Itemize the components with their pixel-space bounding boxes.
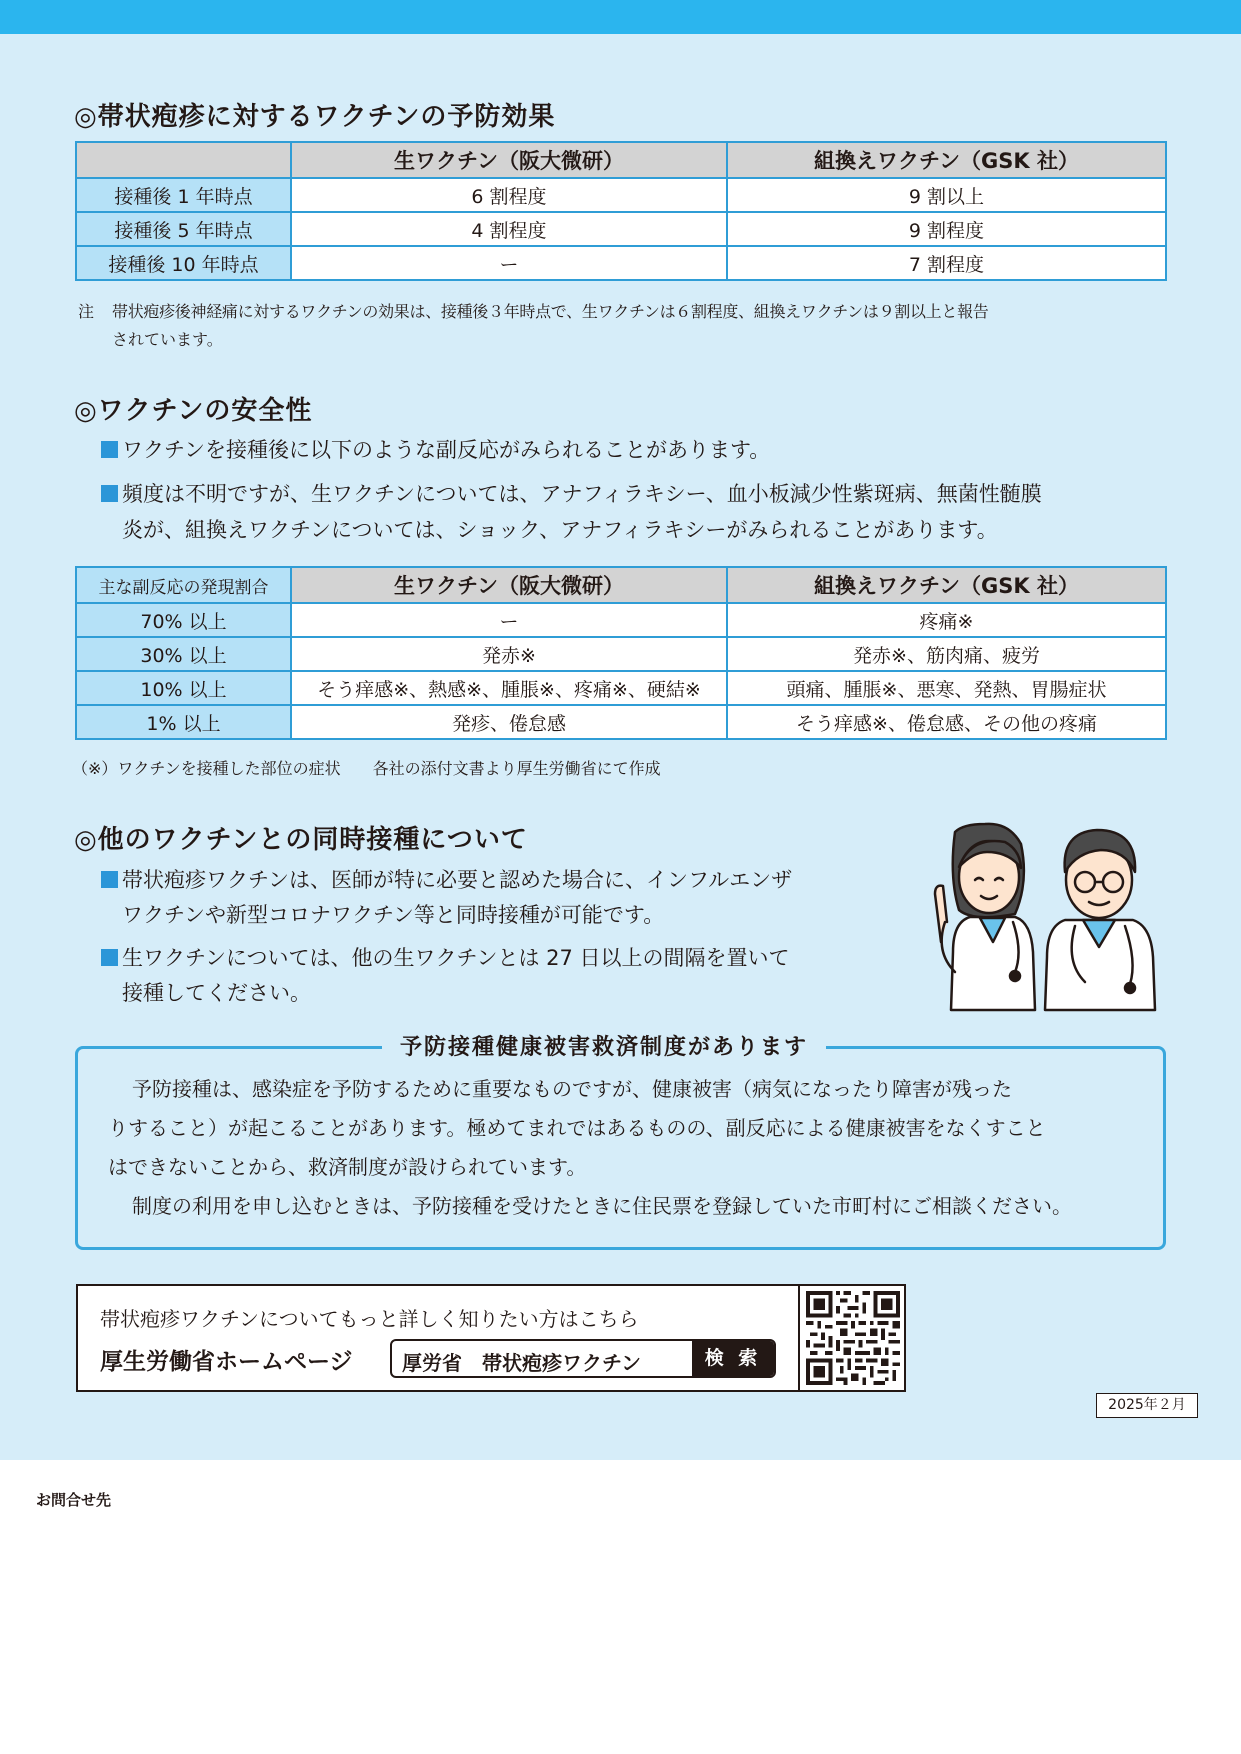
row-label: 10% 以上 (76, 671, 291, 705)
table-cell: 7 割程度 (727, 246, 1166, 280)
efficacy-corner (76, 142, 291, 178)
table-cell: 発赤※ (291, 637, 727, 671)
search-query: 厚労省 帯状疱疹ワクチン (402, 1351, 641, 1375)
simultaneous-bullet-2-text: 生ワクチンについては、他の生ワクチンとは 27 日以上の間隔を置いて (122, 946, 790, 970)
table-row (76, 705, 1166, 739)
table-cell: 発赤※、筋肉痛、疲労 (727, 637, 1166, 671)
efficacy-header-row (76, 142, 1166, 178)
square-bullet-icon (101, 441, 118, 458)
table-row (76, 671, 1166, 705)
efficacy-col-live: 生ワクチン（阪大微研） (291, 142, 727, 178)
row-label: 接種後 1 年時点 (76, 178, 291, 212)
side-effects-corner: 主な副反応の発現割合 (76, 567, 291, 603)
table-cell: 9 割以上 (727, 178, 1166, 212)
qr-code[interactable] (806, 1291, 900, 1385)
simultaneous-bullet-1 (101, 862, 792, 898)
top-color-bar (0, 0, 1241, 34)
table-cell: 頭痛、腫脹※、悪寒、発熱、胃腸症状 (727, 671, 1166, 705)
doctors-illustration (925, 822, 1170, 1012)
table-row (76, 603, 1166, 637)
side-effects-table (75, 566, 1167, 740)
table-cell: 発疹、倦怠感 (291, 705, 727, 739)
side-effects-col-recombinant: 組換えワクチン（GSK 社） (727, 567, 1166, 603)
square-bullet-icon (101, 485, 118, 502)
efficacy-note-line2: されています。 (112, 330, 223, 349)
relief-title: 予防接種健康被害救済制度があります (382, 1030, 826, 1061)
issue-date: 2025年２月 (1096, 1393, 1198, 1418)
side-effects-header-row (76, 567, 1166, 603)
relief-line-4: 制度の利用を申し込むときは、予防接種を受けたときに住民票を登録していた市町村にご相談ください。 (132, 1194, 1072, 1218)
efficacy-note-mark: 注 (78, 302, 95, 321)
safety-bullet-1 (101, 432, 770, 468)
safety-bullet-2-text-1: 頻度は不明ですが、生ワクチンについては、アナフィラキシー、血小板減少性紫斑病、無菌性髄膜 (122, 482, 1042, 506)
table-cell: ー (291, 603, 727, 637)
efficacy-heading: ◎帯状疱疹に対するワクチンの予防効果 (74, 102, 556, 132)
contact-label: お問合せ先 (36, 1491, 112, 1509)
row-label: 接種後 10 年時点 (76, 246, 291, 280)
table-cell: そう痒感※、倦怠感、その他の疼痛 (727, 705, 1166, 739)
table-cell: 9 割程度 (727, 212, 1166, 246)
efficacy-table (75, 141, 1167, 281)
simultaneous-bullet-1-text: 帯状疱疹ワクチンは、医師が特に必要と認めた場合に、インフルエンザ (122, 868, 793, 892)
simultaneous-bullet-2-cont: 接種してください。 (122, 981, 311, 1005)
square-bullet-icon (101, 949, 118, 966)
safety-bullet-2 (101, 476, 1042, 512)
square-bullet-icon (101, 871, 118, 888)
table-row (76, 178, 1166, 212)
relief-line-3: はできないことから、救済制度が設けられています。 (108, 1155, 587, 1179)
info-divider (798, 1286, 800, 1390)
simultaneous-heading: ◎他のワクチンとの同時接種について (74, 825, 528, 855)
table-row (76, 637, 1166, 671)
safety-bullet-2-cont: 炎が、組換えワクチンについては、ショック、アナフィラキシーがみられることがあります。 (122, 518, 998, 542)
table-row (76, 246, 1166, 280)
simultaneous-bullet-2 (101, 940, 790, 976)
efficacy-note-line1: 帯状疱疹後神経痛に対するワクチンの効果は、接種後３年時点で、生ワクチンは６割程度、組換えワクチンは９割以上と報告 (112, 302, 989, 321)
row-label: 70% 以上 (76, 603, 291, 637)
row-label: 接種後 5 年時点 (76, 212, 291, 246)
table-row (76, 212, 1166, 246)
table-cell: そう痒感※、熱感※、腫脹※、疼痛※、硬結※ (291, 671, 727, 705)
side-effects-col-live: 生ワクチン（阪大微研） (291, 567, 727, 603)
table-cell: 6 割程度 (291, 178, 727, 212)
search-button[interactable]: 検 索 (692, 1341, 774, 1376)
search-box[interactable] (390, 1339, 776, 1378)
table-cell: 疼痛※ (727, 603, 1166, 637)
simultaneous-bullet-1-cont: ワクチンや新型コロナワクチン等と同時接種が可能です。 (122, 903, 665, 927)
row-label: 30% 以上 (76, 637, 291, 671)
mhlw-site-label: 厚生労働省ホームページ (100, 1349, 353, 1375)
relief-line-1: 予防接種は、感染症を予防するために重要なものですが、健康被害（病気になったり障害が残った (132, 1077, 1012, 1101)
relief-line-2: りすること）が起こることがあります。極めてまれではあるものの、副反応による健康被害をなくすこと (108, 1116, 1046, 1140)
safety-bullet-1-text: ワクチンを接種後に以下のような副反応がみられることがあります。 (122, 438, 771, 462)
table-cell: ー (291, 246, 727, 280)
efficacy-col-recombinant: 組換えワクチン（GSK 社） (727, 142, 1166, 178)
more-info-lead: 帯状疱疹ワクチンについてもっと詳しく知りたい方はこちら (100, 1307, 639, 1331)
row-label: 1% 以上 (76, 705, 291, 739)
side-effects-footnote: （※）ワクチンを接種した部位の症状 各社の添付文書より厚生労働省にて作成 (72, 759, 661, 778)
table-cell: 4 割程度 (291, 212, 727, 246)
safety-heading: ◎ワクチンの安全性 (74, 396, 313, 426)
